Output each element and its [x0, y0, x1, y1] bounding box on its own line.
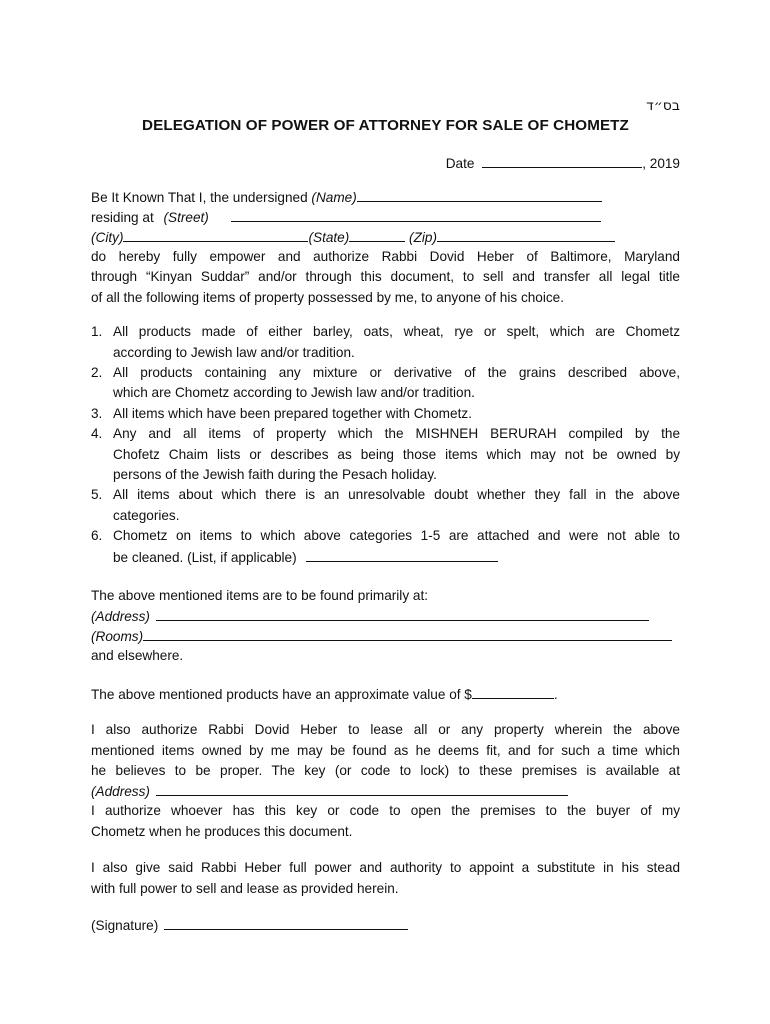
lease-line-1: I also authorize Rabbi Dovid Heber to lease all or any property wherein the above [91, 722, 680, 738]
property-items-list [91, 322, 680, 568]
value-paragraph [91, 684, 680, 704]
list-item [91, 404, 680, 424]
elsewhere-text: and elsewhere. [91, 648, 184, 664]
value-text: The above mentioned products have an approximate value of $ [91, 687, 472, 703]
intro-paragraph [91, 187, 680, 308]
city-field[interactable] [123, 227, 308, 242]
rooms-line [91, 626, 680, 646]
value-end: . [553, 687, 558, 703]
lease-address-field[interactable] [156, 781, 568, 796]
lease-line-5: Chometz when he produces this document. [91, 823, 353, 839]
zip-field[interactable] [437, 227, 615, 242]
date-line [91, 153, 680, 173]
intro-known-text: Be It Known That I, the undersigned [91, 190, 308, 205]
list-item [91, 526, 680, 568]
name-label: (Name) [311, 190, 357, 205]
street-field[interactable] [231, 207, 601, 222]
item-line: Chofetz Chaim lists or describes as being those items which may not be owned by [113, 446, 680, 462]
intro-line-1: do hereby fully empower and authorize Rabbi Dovid Heber of Baltimore, Maryland [91, 249, 680, 264]
document-title: DELEGATION OF POWER OF ATTORNEY FOR SALE OF CHOMETZ [142, 117, 629, 134]
lease-line-2: mentioned items owned by me may be found as he deems fit, and for such a time which [91, 742, 680, 758]
rooms-field[interactable] [143, 626, 672, 641]
address-line [91, 606, 680, 626]
location-intro: The above mentioned items are to be found primarily at: [91, 588, 429, 604]
item-line: All items which have been prepared together with Chometz. [113, 405, 472, 421]
signature-line [91, 915, 680, 936]
item-line: categories. [113, 507, 180, 523]
value-field[interactable] [472, 684, 554, 699]
item-number: 4. [91, 426, 103, 442]
name-field[interactable] [357, 187, 602, 202]
city-line [91, 227, 680, 247]
item-line: All products made of either barley, oats, wheat, rye or spelt, which are Chometz [113, 324, 680, 340]
intro-line-3: of all the following items of property possessed by me, to anyone of his choice. [91, 289, 565, 305]
signature-label: (Signature) [91, 917, 159, 933]
list-applicable-text: be cleaned. (List, if applicable) [113, 549, 297, 565]
date-field[interactable] [482, 153, 642, 168]
address-label: (Address) [91, 609, 150, 625]
substitute-line-2: with full power to sell and lease as provided herein. [91, 880, 399, 896]
list-item [91, 424, 680, 485]
item-line: according to Jewish law and/or tradition. [113, 344, 355, 360]
lease-line-4: I authorize whoever has this key or code to open the premises to the buyer of my [91, 803, 680, 819]
lease-address-line [91, 781, 680, 801]
item-line: persons of the Jewish faith during the Pesach holiday. [113, 467, 437, 483]
item-line: All products containing any mixture or derivative of the grains described above, [113, 365, 680, 381]
location-paragraph [91, 586, 680, 666]
date-year: , 2019 [642, 156, 680, 171]
item-line [113, 547, 680, 568]
street-line [91, 207, 680, 227]
lease-address-label: (Address) [91, 784, 150, 800]
list-item [91, 322, 680, 363]
item-number: 1. [91, 324, 103, 340]
name-line [91, 187, 680, 207]
list-item [91, 485, 680, 526]
state-label: (State) [308, 230, 350, 245]
item-number: 6. [91, 528, 103, 544]
item-line: which are Chometz according to Jewish law and/or tradition. [113, 385, 475, 401]
lease-paragraph [91, 720, 680, 842]
city-label: (City) [91, 230, 124, 245]
document-page [91, 96, 680, 936]
item-line: All items about which there is an unresolvable doubt whether they fall in the above [113, 487, 680, 503]
bsd-header: בס״ד [646, 98, 680, 114]
list-item [91, 363, 680, 404]
item-line: Chometz on items to which above categories 1-5 are attached and were not able to [113, 528, 680, 544]
intro-line-2: through “Kinyan Suddar” and/or through this document, to sell and transfer all legal title [91, 269, 680, 285]
substitute-line-1: I also give said Rabbi Heber full power and authority to appoint a substitute in his stead [91, 860, 680, 876]
street-label: (Street) [163, 210, 209, 225]
rooms-label: (Rooms) [91, 629, 144, 645]
value-line [91, 684, 680, 704]
signature-field[interactable] [164, 915, 408, 930]
zip-label: (Zip) [409, 230, 437, 245]
substitute-paragraph [91, 858, 680, 899]
state-field[interactable] [349, 227, 405, 242]
residing-label: residing at [91, 210, 154, 225]
item-line: Any and all items of property which the MISHNEH BERURAH compiled by the [113, 426, 680, 442]
address-field[interactable] [156, 606, 649, 621]
item-number: 2. [91, 365, 103, 381]
item-number: 5. [91, 487, 103, 503]
list-applicable-field[interactable] [306, 547, 498, 562]
date-label: Date [445, 156, 475, 171]
item-number: 3. [91, 405, 103, 421]
lease-line-3: he believes to be proper. The key (or code to lock) to these premises is available at [91, 762, 680, 778]
